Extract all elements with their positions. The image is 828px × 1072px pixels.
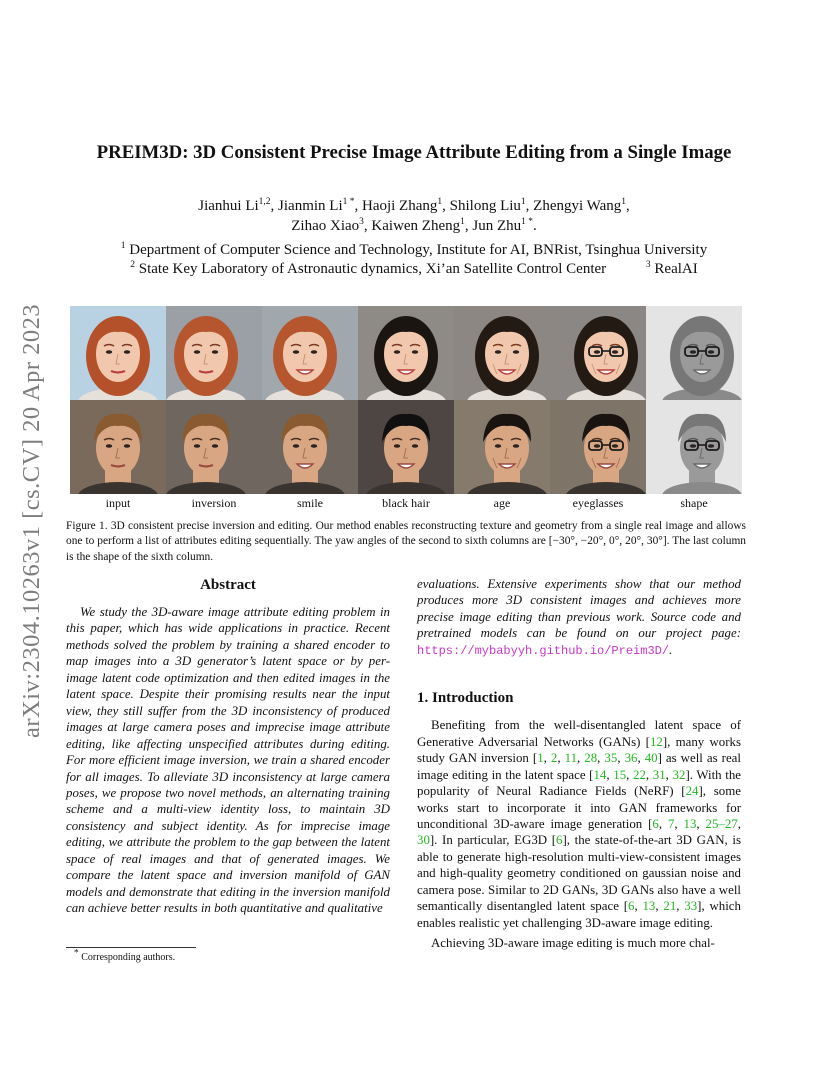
- paragraph-text: ], some works start to incorporate it into GAN frameworks for unconditional 3D-aware image generation [: [417, 784, 742, 831]
- citation-link[interactable]: 40: [644, 751, 658, 766]
- figure-row-man: [70, 400, 742, 494]
- column-label: black hair: [382, 496, 430, 510]
- woman-age-image: [454, 306, 550, 400]
- affiliation-1: [60, 241, 768, 260]
- citation-link[interactable]: 36: [624, 751, 638, 766]
- man-input-image: [70, 400, 166, 494]
- paragraph-text: ,: [577, 751, 585, 766]
- column-label: age: [493, 496, 511, 510]
- abstract-heading: Abstract: [200, 577, 256, 593]
- author-line-2: Zihao Xiao$^3$, Kaiwen Zheng$^1$, Jun Zhu$^{1 *}$.: [291, 217, 537, 234]
- column-label: eyeglasses: [572, 496, 624, 510]
- author-name: Zhengyi Wang: [533, 198, 622, 214]
- paragraph-text: ]. With the popularity of Neural Radiance Fields (NeRF) [: [417, 767, 742, 799]
- citation-link[interactable]: 14: [593, 767, 607, 782]
- paragraph-text: ,: [617, 751, 625, 766]
- affiliation-3-text: RealAI: [654, 261, 698, 277]
- column-label: input: [105, 496, 131, 510]
- citation-link[interactable]: 32: [672, 767, 686, 782]
- footnote: [74, 948, 176, 963]
- abstract-text: We study the 3D-aware image attribute editing problem in this paper, which has wide applications in practice. Recent methods solved the problem by training a shared encoder to map images into a 3D generator’s latent space or by per-image latent code optimization and then edited images in the latent space. Despite their promising results near the input view, they still suffer from the 3D inconsistency of produced images at large camera poses and imprecise image attribute editing, like affecting unspecified attributes during editing. For more efficient image inversion, we train a shared encoder for all images. To alleviate 3D inconsistency at large camera poses, we propose two novel methods, an alternating training scheme and a multi-view identity loss, to maintain 3D consistency and subject identity. As for imprecise image editing, we attribute the problem to the gap between the latent space of real images and that of generated images. We compare the latent space and inversion manifold of GAN models and demonstrate that editing in the inversion manifold can achieve better results in both quantitative and qualitative: [66, 605, 390, 916]
- footnote-text: Corresponding authors.: [81, 952, 176, 963]
- paragraph-text: ,: [597, 751, 605, 766]
- left-column: [66, 576, 390, 917]
- author-name: Jianmin Li: [278, 198, 343, 214]
- author-affiliation-marker: 1: [520, 197, 526, 207]
- paragraph-text: ,: [737, 816, 741, 831]
- woman-input-image: [70, 306, 166, 400]
- teaser-figure: [70, 306, 742, 511]
- author-affiliation-marker: 1 *: [342, 197, 355, 207]
- author-affiliation-marker: 3: [359, 217, 364, 227]
- paper-title: PREIM3D: 3D Consistent Precise Image Attribute Editing from a Single Image: [96, 142, 732, 163]
- man-black-hair-image: [358, 400, 454, 494]
- woman-smile-image: [262, 306, 358, 400]
- paragraph-text: ,: [637, 751, 645, 766]
- paragraph-text: ,: [634, 899, 643, 914]
- affiliation-2-3: [60, 260, 768, 279]
- column-label: inversion: [191, 496, 237, 510]
- citation-link[interactable]: 22: [633, 767, 646, 782]
- paragraph-text: ], the state-of-the-art 3D GAN, is able to generate high-resolution multi-view-consistent images and high-quality geometry conditioned on gaussian noise and camera pose. Similar to 2D GANs, 3D GANs also have a well semantically disentangled latent space [: [417, 833, 741, 914]
- affiliation-3-marker: 3: [645, 260, 651, 270]
- introduction-paragraph-2: Achieving 3D-aware image editing is much more chal-: [431, 936, 715, 951]
- footnote-marker: *: [74, 948, 79, 959]
- paragraph-text: ], many works study GAN inversion [: [417, 734, 742, 766]
- paragraph-text: ]. In particular, EG3D [: [429, 833, 557, 848]
- paragraph-text: ] as well as real image editing in the latent space [: [417, 751, 741, 782]
- author-name: Haoji Zhang: [361, 198, 438, 214]
- citation-link[interactable]: 11: [564, 751, 578, 766]
- paragraph-text: ,: [676, 899, 685, 914]
- column-label: smile: [297, 496, 323, 510]
- man-age-image: [454, 400, 550, 494]
- citation-link[interactable]: 15: [613, 767, 627, 782]
- citation-link[interactable]: 13: [683, 816, 697, 831]
- affiliation-1-marker: 1: [120, 241, 126, 251]
- woman-shape-image: [646, 306, 742, 400]
- paragraph-text: ,: [645, 767, 653, 782]
- abstract-continuation: [417, 576, 741, 659]
- author-name: Jianhui Li: [198, 198, 259, 214]
- citation-link[interactable]: 24: [685, 784, 699, 799]
- author-affiliation-marker: 1 *: [521, 217, 533, 227]
- paragraph-text: ,: [543, 751, 551, 766]
- citation-link[interactable]: 21: [663, 899, 677, 914]
- citation-link[interactable]: 2: [550, 751, 558, 766]
- right-column: [417, 576, 741, 952]
- man-eyeglasses-image: [550, 400, 646, 494]
- figure-row-woman: [70, 306, 742, 400]
- affiliation-1-text: Department of Computer Science and Technology, Institute for AI, BNRist, Tsinghua University: [129, 242, 708, 258]
- paragraph-text: ,: [674, 816, 684, 831]
- citation-link[interactable]: 6: [652, 816, 659, 831]
- citation-link[interactable]: 33: [684, 899, 698, 914]
- affiliation-2-text: State Key Laboratory of Astronautic dynamics, Xi’an Satellite Control Center: [138, 261, 607, 277]
- paragraph-text: ,: [626, 767, 634, 782]
- author-line-1: Jianhui Li$^{1,2}$, Jianmin $Li^{1 *}$, Haoji Zhang$^1$, Shilong Liu$^1$, Zhengyi Wang$^1$,: [198, 197, 630, 214]
- citation-link[interactable]: 12: [649, 734, 663, 749]
- man-smile-image: [262, 400, 358, 494]
- author-affiliation-marker: 1: [621, 197, 626, 207]
- introduction-heading: 1. Introduction: [417, 690, 514, 707]
- affiliations: [60, 241, 768, 279]
- figure-column-labels: [70, 496, 742, 511]
- citation-link[interactable]: 35: [604, 751, 618, 766]
- figure-caption: Figure 1. 3D consistent precise inversion and editing. Our method enables reconstructing texture and geometry from a single real image and allows one to perform a list of attributes editing sequentially. The yaw angles of the second to sixth columns are [−30°, −20°, 0°, 20°, 30°]. The last column is the shape of the sixth column.: [66, 520, 746, 563]
- author-affiliation-marker: 1: [460, 217, 465, 227]
- citation-link[interactable]: 31: [652, 767, 666, 782]
- footnote-rule: [66, 947, 196, 948]
- author-name: Zihao Xiao: [291, 218, 360, 234]
- abstract-continuation-text: evaluations. Extensive experiments show that our method produces more 3D consistent images and achieves more precise image editing than previous work. Source code and pretrained models can be found on our project page:: [417, 577, 741, 641]
- citation-link[interactable]: 28: [584, 751, 598, 766]
- paragraph-text: ,: [606, 767, 614, 782]
- author-name: Jun Zhu: [472, 218, 522, 234]
- paragraph-text: ,: [696, 816, 706, 831]
- column-label: shape: [680, 496, 708, 510]
- paragraph-text: ,: [557, 751, 565, 766]
- citation-link[interactable]: 13: [642, 899, 656, 914]
- author-affiliation-marker: 1: [437, 197, 443, 207]
- author-name: Shilong Liu: [449, 198, 521, 214]
- woman-inversion-image: [166, 306, 262, 400]
- author-list: [110, 196, 718, 236]
- man-shape-image: [646, 400, 742, 494]
- citation-link[interactable]: 7: [667, 816, 675, 831]
- paragraph-text: Benefiting from the well-disentangled latent space of Generative Adversarial Networks (GANs) [: [417, 718, 741, 749]
- citation-link[interactable]: 1: [537, 751, 544, 766]
- project-page-link[interactable]: https://mybabyyh.github.io/Preim3D/: [417, 643, 670, 658]
- author-name: Kaiwen Zheng: [371, 218, 461, 234]
- woman-black-hair-image: [358, 306, 454, 400]
- paragraph-text: ], which enables realistic yet challenging 3D-aware image editing.: [417, 899, 741, 930]
- citation-link[interactable]: 30: [417, 833, 430, 848]
- introduction-paragraph-1: [417, 717, 741, 931]
- arxiv-identifier: arXiv:2304.10263v1 [cs.CV] 20 Apr 2023: [18, 303, 45, 739]
- citation-link[interactable]: 25–27: [705, 816, 738, 831]
- paragraph-text: ,: [655, 899, 664, 914]
- citation-link[interactable]: 6: [556, 833, 563, 848]
- man-inversion-image: [166, 400, 262, 494]
- citation-link[interactable]: 6: [628, 899, 635, 914]
- abstract-end-period: .: [669, 642, 673, 657]
- paragraph-text: ,: [658, 816, 668, 831]
- paragraph-text: ,: [665, 767, 673, 782]
- author-affiliation-marker: 1,2: [258, 197, 271, 207]
- woman-eyeglasses-image: [550, 306, 646, 400]
- affiliation-2-marker: 2: [130, 260, 136, 270]
